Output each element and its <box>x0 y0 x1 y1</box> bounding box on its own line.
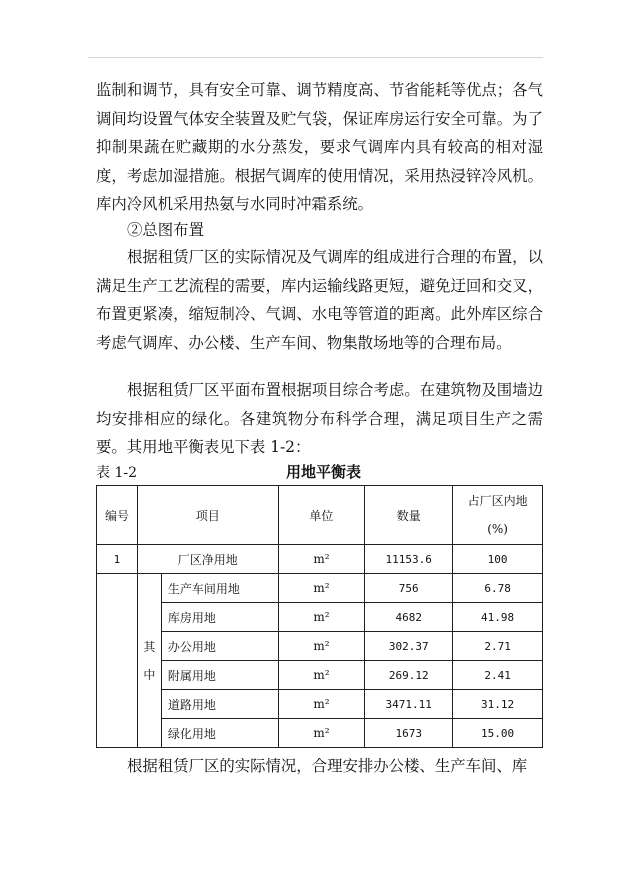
row-pct: 6.78 <box>453 574 543 603</box>
paragraph-ventilation: 监制和调节，具有安全可靠、调节精度高、节省能耗等优点；各气调间均设置气体安全装置及贮气袋，保证库房运行安全可靠。为了抑制果蔬在贮藏期的水分蒸发，要求气调库内具有较高的相对湿度，考虑加湿措施。根据气调库的使用情况，采用热浸锌冷风机。库内冷风机采用热氨与水同时冲霜系统。 <box>96 81 543 213</box>
row-unit: m² <box>278 632 365 661</box>
table-title: 用地平衡表 <box>286 463 362 481</box>
row-item: 厂区净用地 <box>137 545 278 574</box>
row-unit: m² <box>278 545 365 574</box>
row-item: 附属用地 <box>161 661 278 690</box>
table-row <box>97 719 543 748</box>
paragraph-plan: 根据租赁厂区平面布置根据项目综合考虑。在建筑物及围墙边均安排相应的绿化。各建筑物分布科学合理，满足项目生产之需要。其用地平衡表见下表 1-2： <box>96 381 543 456</box>
header-pct-line1: 占厂区内地 <box>467 494 528 508</box>
row-pct: 31.12 <box>453 690 543 719</box>
row-unit: m² <box>278 661 365 690</box>
group-label <box>137 574 161 748</box>
row-qty: 269.12 <box>365 661 453 690</box>
table-label: 表 1-2 <box>96 465 137 481</box>
row-pct: 100 <box>453 545 543 574</box>
row-item: 库房用地 <box>161 603 278 632</box>
row-no: 1 <box>97 545 138 574</box>
group-label-char: 其 <box>143 639 156 654</box>
row-item: 道路用地 <box>161 690 278 719</box>
header-no: 编号 <box>97 486 138 545</box>
header-item: 项目 <box>137 486 278 545</box>
header-rule <box>88 57 543 58</box>
header-pct <box>453 486 543 545</box>
row-pct: 2.41 <box>453 661 543 690</box>
row-qty: 302.37 <box>365 632 453 661</box>
section-heading-layout: ②总图布置 <box>127 221 204 239</box>
row-qty: 1673 <box>365 719 453 748</box>
table-row <box>97 661 543 690</box>
row-pct: 15.00 <box>453 719 543 748</box>
row-qty: 11153.6 <box>365 545 453 574</box>
table-row <box>97 545 543 574</box>
row-unit: m² <box>278 690 365 719</box>
row-unit: m² <box>278 719 365 748</box>
header-unit: 单位 <box>278 486 365 545</box>
row-qty: 756 <box>365 574 453 603</box>
row-item: 生产车间用地 <box>161 574 278 603</box>
row-item: 绿化用地 <box>161 719 278 748</box>
row-unit: m² <box>278 574 365 603</box>
row-unit: m² <box>278 603 365 632</box>
row-pct: 41.98 <box>453 603 543 632</box>
land-balance-table <box>96 485 543 748</box>
row-item: 办公用地 <box>161 632 278 661</box>
group-no-cell <box>97 574 138 748</box>
table-row <box>97 632 543 661</box>
paragraph-layout: 根据租赁厂区的实际情况及气调库的组成进行合理的布置，以满足生产工艺流程的需要，库内运输线路更短，避免迂回和交叉，布置更紧凑，缩短制冷、气调、水电等管道的距离。此外库区综合考虑气调库、办公楼、生产车间、物集散场地等的合理布局。 <box>96 248 543 352</box>
table-header-row <box>97 486 543 545</box>
row-qty: 3471.11 <box>365 690 453 719</box>
header-qty: 数量 <box>365 486 453 545</box>
row-pct: 2.71 <box>453 632 543 661</box>
paragraph-continued: 根据租赁厂区的实际情况，合理安排办公楼、生产车间、库 <box>127 757 528 775</box>
row-qty: 4682 <box>365 603 453 632</box>
table-row <box>97 690 543 719</box>
group-label-char: 中 <box>143 667 156 682</box>
table-row <box>97 603 543 632</box>
table-row <box>97 574 543 603</box>
header-pct-line2: (%) <box>487 522 508 536</box>
